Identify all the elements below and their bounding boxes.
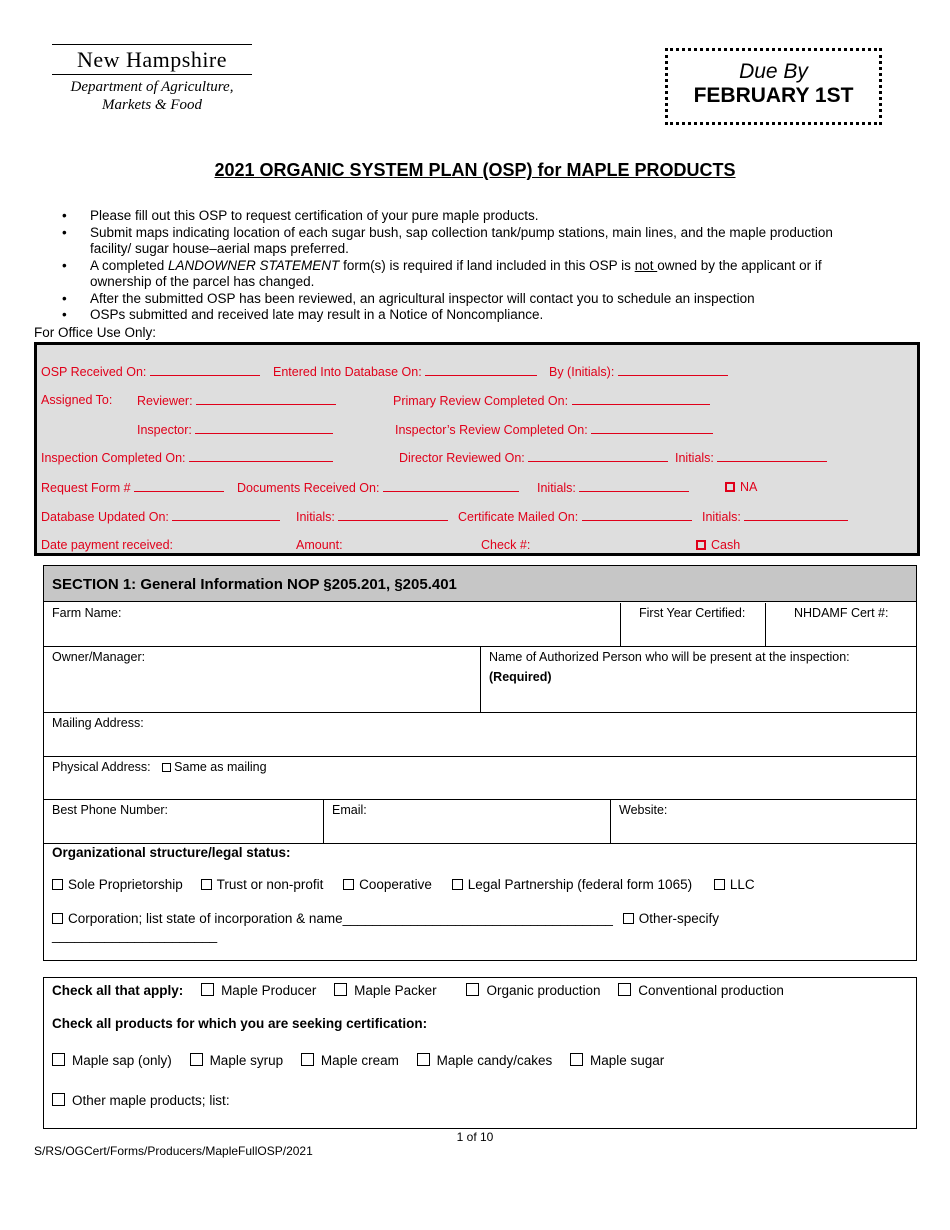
cooperative-checkbox[interactable]: Cooperative [343,877,432,892]
other-specify-line[interactable]: ______________________ [52,928,218,943]
database-updated-field[interactable]: Database Updated On: [41,509,280,524]
products-section [43,977,917,1129]
entered-database-field[interactable]: Entered Into Database On: [273,364,537,379]
cash-checkbox[interactable]: Cash [696,538,740,552]
office-use-box [34,342,920,556]
instruction-item: • After the submitted OSP has been reviewed, an agricultural inspector will contact you to schedule an inspection [60,291,840,308]
request-form-field[interactable]: Request Form # [41,480,224,495]
email-field[interactable]: Email: [324,800,610,844]
page-number: 1 of 10 [456,1130,494,1144]
check-products-label: Check all products for which you are seeking certification: [52,1016,428,1031]
same-as-mailing-checkbox[interactable]: Same as mailing [162,760,266,774]
office-use-label: For Office Use Only: [34,325,157,340]
organic-production-checkbox[interactable]: Organic production [466,983,600,998]
products-row [52,1053,664,1068]
initials-field-4[interactable]: Initials: [702,509,848,524]
primary-review-field[interactable]: Primary Review Completed On: [393,393,710,408]
legal-partnership-checkbox[interactable]: Legal Partnership (federal form 1065) [452,877,692,892]
maple-sugar-checkbox[interactable]: Maple sugar [570,1053,664,1068]
inspection-completed-field[interactable]: Inspection Completed On: [41,450,333,465]
physical-address-field[interactable]: Physical Address: Same as mailing [44,757,916,800]
nhdamf-cert-field[interactable]: NHDAMF Cert #: [766,603,916,647]
check-number-field[interactable]: Check #: [481,538,531,552]
inspector-review-field[interactable]: Inspector’s Review Completed On: [395,422,713,437]
check-all-row: Check all that apply: Maple Producer Maple Packer Organic production Conventional production [52,983,784,998]
instruction-item: • OSPs submitted and received late may result in a Notice of Noncompliance. [60,307,840,324]
section1-header: SECTION 1: General Information NOP §205.201, §205.401 [44,566,916,602]
osp-received-field[interactable]: OSP Received On: [41,364,260,379]
instruction-item: • A completed LANDOWNER STATEMENT form(s) is required if land included in this OSP is not owned by the applicant or if ownership of the parcel has changed. [60,258,840,291]
logo-state: New Hampshire [76,47,228,72]
other-specify-checkbox[interactable]: Other-specify [623,911,719,926]
logo-dept-line1: Department of Agriculture, [70,79,234,95]
org-options-row2 [52,911,719,926]
org-structure-label: Organizational structure/legal status: [52,845,291,860]
best-phone-field[interactable]: Best Phone Number: [44,800,323,844]
instruction-item: • Submit maps indicating location of each sugar bush, sap collection tank/pump stations, main lines, and the maple production facility/ sugar house–aerial maps preferred. [60,225,840,258]
instruction-item: • Please fill out this OSP to request certification of your pure maple products. [60,208,840,225]
maple-syrup-checkbox[interactable]: Maple syrup [190,1053,284,1068]
initials-field-1[interactable]: Initials: [675,450,827,465]
assigned-to-label: Assigned To: [41,393,113,407]
date-payment-field[interactable]: Date payment received: [41,538,174,552]
amount-field[interactable]: Amount: [296,538,343,552]
inspector-field[interactable]: Inspector: [137,422,333,437]
page-title: 2021 ORGANIC SYSTEM PLAN (OSP) for MAPLE PRODUCTS [214,160,736,180]
document-path: S/RS/OGCert/Forms/Producers/MapleFullOSP/2021 [34,1144,313,1158]
due-label: Due By [739,60,808,83]
org-options-row1 [52,877,755,892]
mailing-address-field[interactable]: Mailing Address: [44,713,916,757]
certificate-mailed-field[interactable]: Certificate Mailed On: [458,509,692,524]
section1-general-info [43,565,917,961]
farm-name-field[interactable]: Farm Name: [44,603,620,647]
website-field[interactable]: Website: [611,800,916,844]
llc-checkbox[interactable]: LLC [714,877,755,892]
owner-manager-field[interactable]: Owner/Manager: [44,647,480,713]
instructions-list [60,208,840,324]
maple-candy-checkbox[interactable]: Maple candy/cakes [417,1053,553,1068]
conventional-production-checkbox[interactable]: Conventional production [618,983,784,998]
sole-proprietorship-checkbox[interactable]: Sole Proprietorship [52,877,183,892]
director-reviewed-field[interactable]: Director Reviewed On: [399,450,668,465]
due-date-box [665,48,882,125]
reviewer-field[interactable]: Reviewer: [137,393,336,408]
na-checkbox[interactable]: NA [725,480,757,494]
department-logo [52,44,252,114]
trust-checkbox[interactable]: Trust or non-profit [201,877,324,892]
corporation-checkbox[interactable]: Corporation; list state of incorporation & name____________________________________ [52,911,613,926]
logo-dept-line2: Markets & Food [102,97,202,113]
documents-received-field[interactable]: Documents Received On: [237,480,519,495]
initials-field-3[interactable]: Initials: [296,509,448,524]
maple-packer-checkbox[interactable]: Maple Packer [334,983,437,998]
other-products-checkbox[interactable]: Other maple products; list: [52,1093,230,1108]
due-date: FEBRUARY 1ST [693,84,854,107]
initials-field-2[interactable]: Initials: [537,480,689,495]
authorized-person-field[interactable]: Name of Authorized Person who will be present at the inspection: (Required) [481,647,916,713]
maple-cream-checkbox[interactable]: Maple cream [301,1053,399,1068]
maple-producer-checkbox[interactable]: Maple Producer [201,983,316,998]
by-initials-field[interactable]: By (Initials): [549,364,728,379]
maple-sap-checkbox[interactable]: Maple sap (only) [52,1053,172,1068]
first-year-certified-field[interactable]: First Year Certified: [621,603,765,647]
